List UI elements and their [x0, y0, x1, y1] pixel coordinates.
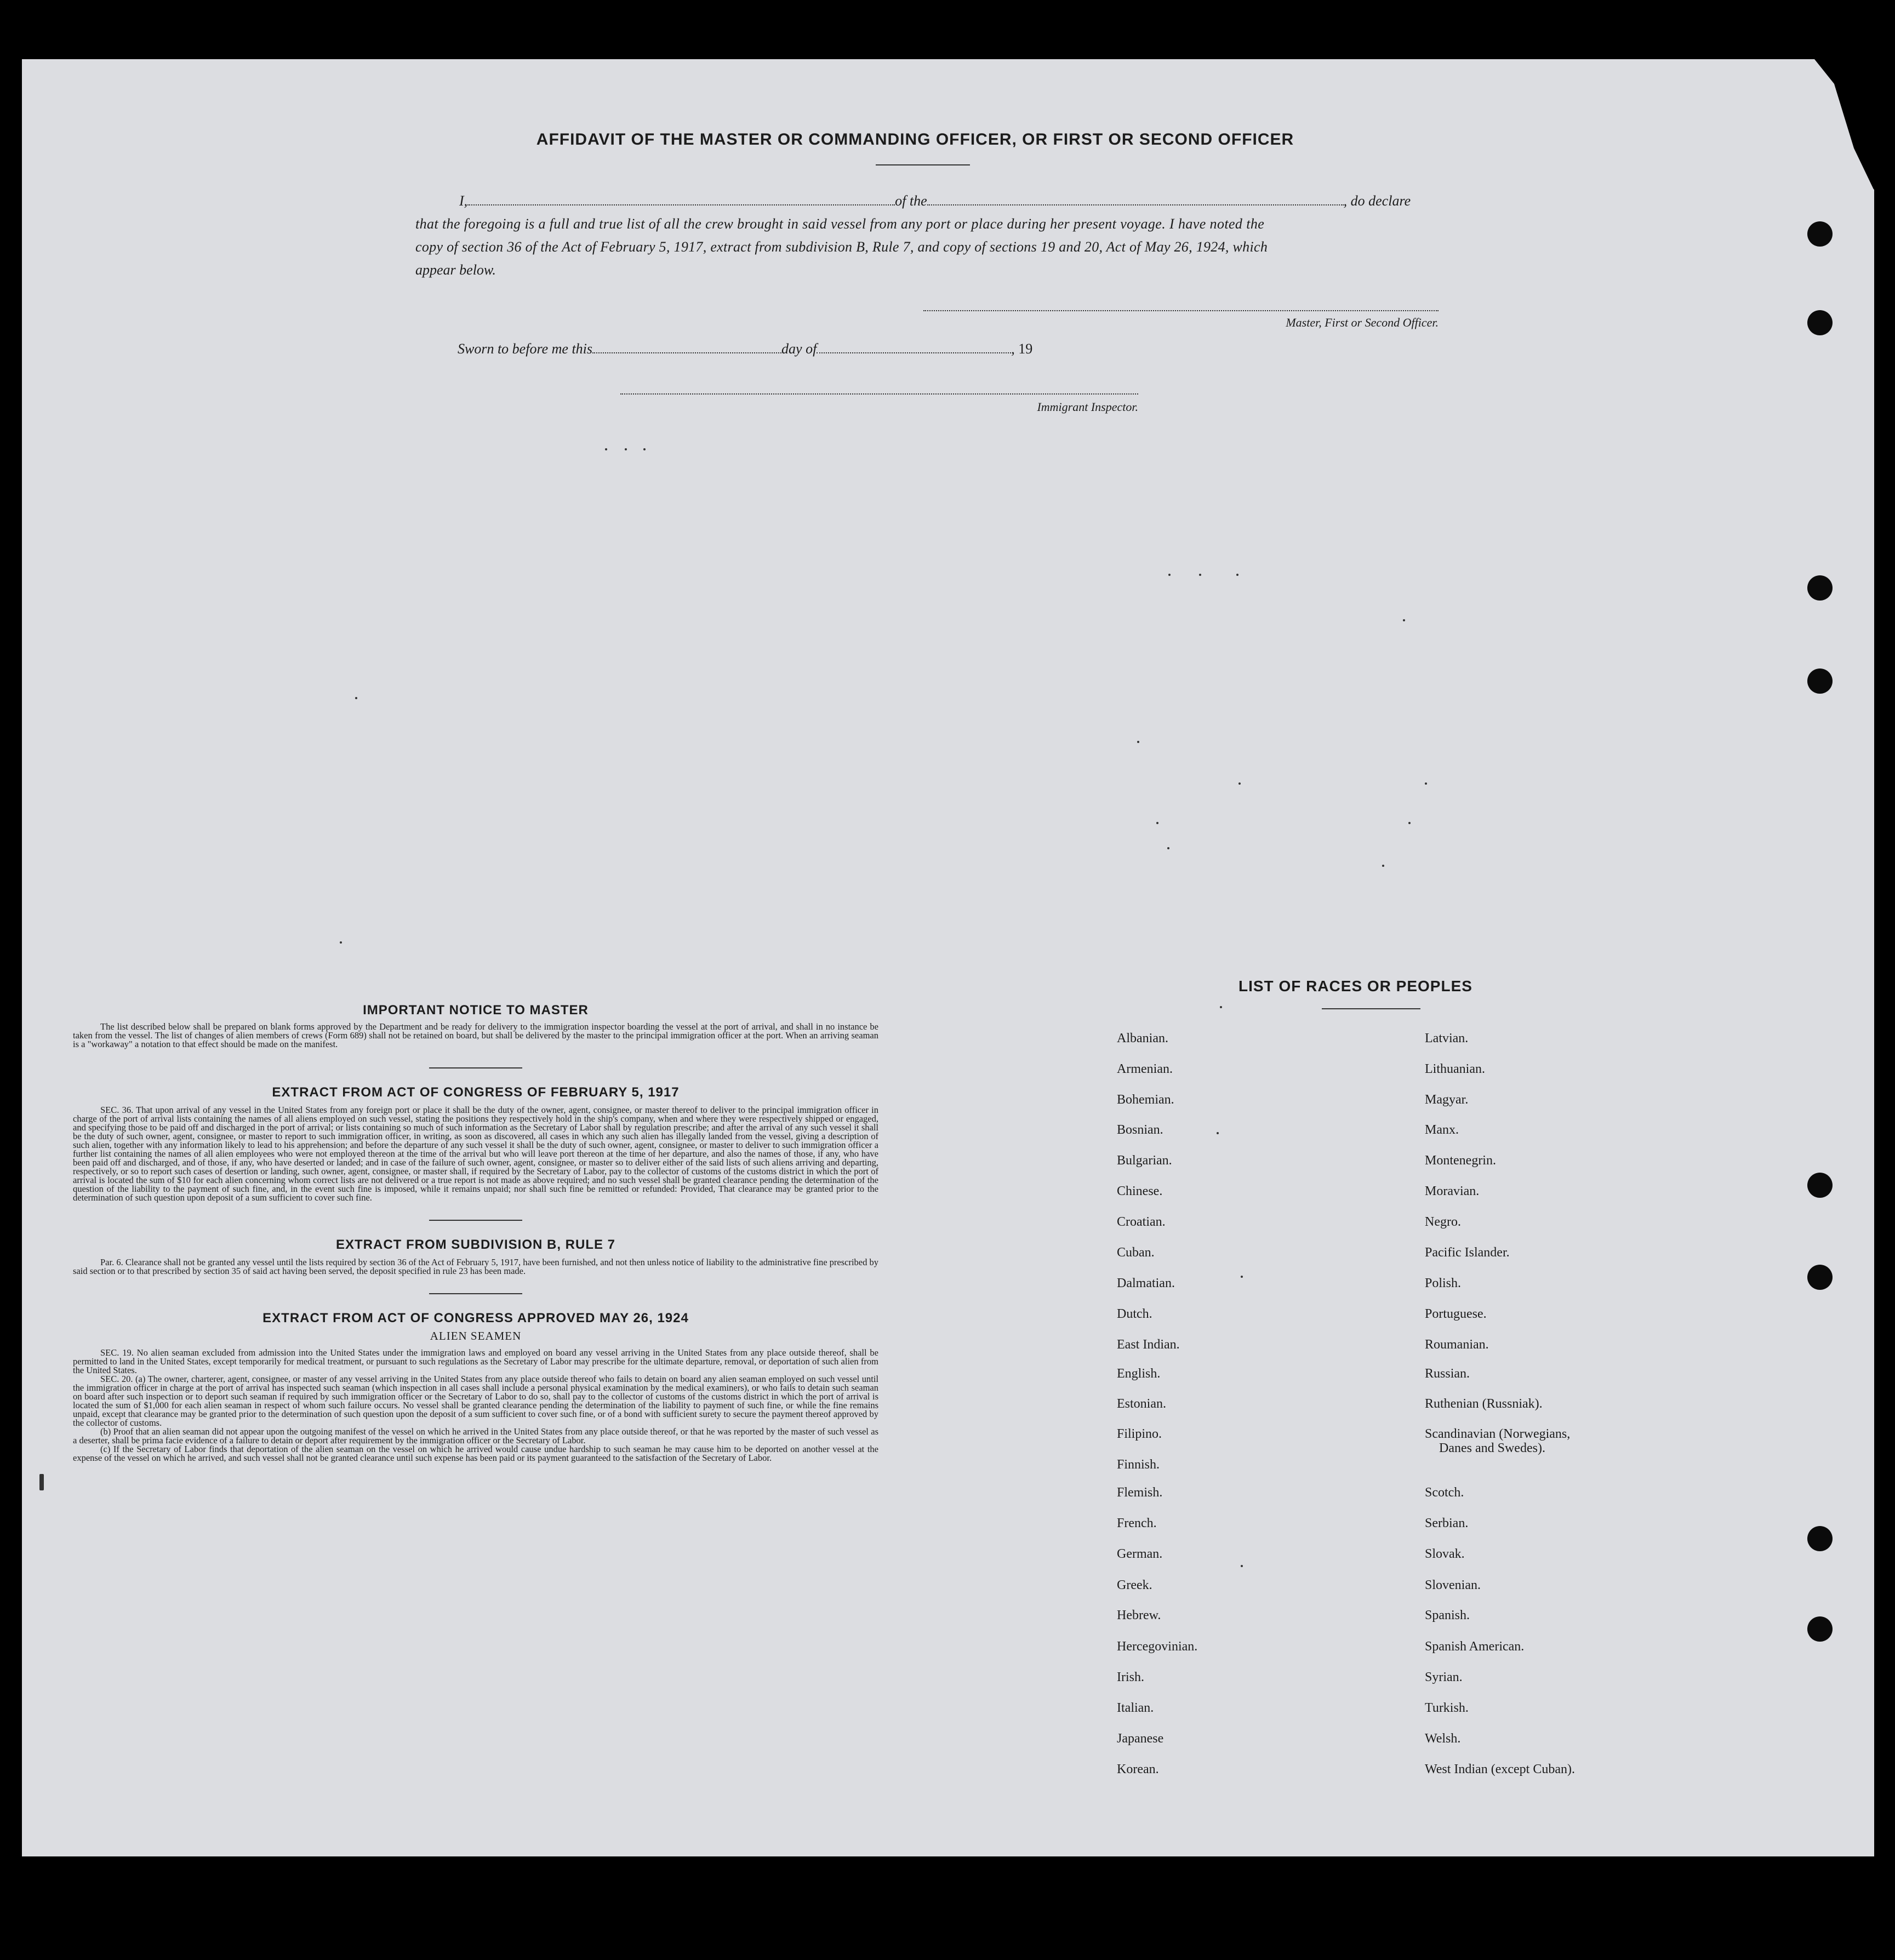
race-item: Scandinavian (Norwegians, [1425, 1427, 1571, 1441]
race-item: East Indian. [1117, 1338, 1180, 1352]
extract-1917-text: SEC. 36. That upon arrival of any vessel in the United States from any foreign port or place it shall be the duty of the owner, agent, consignee, or master thereof to deliver to the principal immigration officer in charge of the port of arrival lists containing the names of all aliens employed on such vessel, stating the positions they respectively hold in the ship's company, when and where they were respectively shipped or engaged, and specifying those to be paid off and discharged in the port of arrival; or lists containing so much of such information as the Secretary of Labor shall by regulation prescribe; and after the arrival of any such vessel it shall be the duty of such owner, agent, consignee, or master to report to such immigration officer, in writing, as soon as discovered, all cases in which any such alien has illegally landed from the vessel, giving a description of such alien, together with any information likely to lead to his apprehension; and before the departure of any such vessel it shall be the duty of such owner, agent, consignee, or master to deliver to such immigration officer a further list containing the names of all alien employees who were not employed thereon at the time of the arrival but who will leave port thereon at the time of her departure, and also the names of those, if any, who have been paid off and discharged, and of those, if any, who have deserted or landed; and in case of the failure of such owner, agent, consignee, or master so to deliver either of the said lists of such aliens arriving and departing, respectively, or so to report such cases of desertion or landing, such owner, agent, consignee, or master shall, if required by the Secretary of Labor, pay to the collector of customs of the customs district in which the port of arrival is located the sum of $10 for each alien concerning whom correct lists are not delivered or a true report is not made as above required; and no such vessel shall be granted clearance pending the determination of the question of the liability to the payment of such fine, and, in the event such fine is imposed, while it remains unpaid; nor shall such fine be remitted or refunded: Provided, That clearance may be granted prior to the determination of such question upon deposit of a sum sufficient to cover such fine. [73, 1105, 878, 1203]
affidavit-title: AFFIDAVIT OF THE MASTER OR COMMANDING OFFICER, OR FIRST OR SECOND OFFICER [536, 130, 1294, 148]
declaration-line [415, 190, 1440, 213]
punch-hole [1807, 1173, 1833, 1198]
race-item: Syrian. [1425, 1670, 1463, 1684]
race-item: Filipino. [1117, 1427, 1162, 1441]
race-item: Serbian. [1425, 1516, 1469, 1530]
scan-speck [1382, 865, 1384, 867]
scan-speck [1167, 847, 1169, 849]
races-title-underline [1322, 1008, 1420, 1009]
i-label: I, [459, 193, 468, 209]
race-item: Danes and Swedes). [1439, 1441, 1545, 1455]
race-item: Bulgarian. [1117, 1153, 1172, 1168]
punch-hole [1807, 1616, 1833, 1642]
race-item: West Indian (except Cuban). [1425, 1762, 1575, 1776]
scan-speck [340, 941, 342, 944]
sec20b-text: (b) Proof that an alien seaman did not appear upon the outgoing manifest of the vessel on which he arrived in the United States from any place outside thereof, or that he was reported by the master of such vessel as a deserter, shall be prima facie evidence of a failure to detain or deport after requirement by the immigration officer or the Secretary of Labor. [73, 1426, 878, 1445]
race-item: Korean. [1117, 1762, 1159, 1776]
scan-speck [1220, 1006, 1222, 1008]
sec20c-text: (c) If the Secretary of Labor finds that deportation of the alien seaman on the vessel on which he arrived would cause undue hardship to such seaman he may cause him to be deported on another vessel at the expense of the vessel on which he arrived, and such vessel shall not be granted clearance until such expense has been paid or its payment guaranteed to the satisfaction of the Secretary of Labor. [73, 1444, 878, 1463]
race-item: Ruthenian (Russniak). [1425, 1397, 1543, 1411]
race-item: Pacific Islander. [1425, 1245, 1510, 1260]
race-item: Negro. [1425, 1215, 1461, 1229]
scan-speck [1199, 574, 1201, 576]
year-label: , 19 [1011, 341, 1033, 357]
race-item: Moravian. [1425, 1184, 1480, 1198]
declaration-text-3: copy of section 36 of the Act of February 5, 1917, extract from subdivision B, Rule 7, and copy of sections 19 and 20, Act of May 26, 1924, which [415, 239, 1268, 255]
vessel-name-field[interactable] [927, 193, 1344, 205]
scan-speck [1408, 822, 1411, 824]
race-item: Polish. [1425, 1276, 1462, 1290]
declaration-text-4: appear below. [415, 262, 496, 278]
do-declare-label: , do declare [1343, 193, 1411, 209]
scan-speck [643, 448, 646, 450]
divider [429, 1293, 522, 1294]
scan-speck [1236, 574, 1238, 576]
scan-speck [625, 448, 627, 450]
race-item: Slovenian. [1425, 1578, 1481, 1592]
sec20a-text: SEC. 20. (a) The owner, charterer, agent, consignee, or master of any vessel arriving in the United States from any place outside thereof who fails to detain on board any alien seaman employed on such vessel until the immigration officer in charge at the port of arrival has inspected such seaman (which inspection in all cases shall include a personal physical examination by the medical examiners), or who fails to detain such seaman on board after such inspection or to deport such seaman if required by such immigration officer or the Secretary of Labor to do so, shall pay to the collector of customs of the customs district in which the port of arrival is located the sum of $1,000 for each alien seaman in respect of whom such failure occurs. No vessel shall be granted clearance pending the determination of the liability to payment of such fine, or while the fine remains unpaid, except that clearance may be granted prior to the determination of such question upon the deposit of a sum sufficient to cover such fine, or of a bond with sufficient surety to secure the payment thereof approved by the collector of customs. [73, 1374, 878, 1428]
punch-hole [1807, 575, 1833, 601]
divider [429, 1220, 522, 1221]
extract-1917-title: EXTRACT FROM ACT OF CONGRESS OF FEBRUARY 5, 1917 [272, 1085, 680, 1100]
race-item: Armenian. [1117, 1062, 1173, 1076]
affidavit-body [415, 190, 1440, 282]
sworn-day-field[interactable] [592, 341, 781, 353]
race-item: Japanese [1117, 1732, 1164, 1746]
declaration-text-2: that the foregoing is a full and true list of all the crew brought in said vessel from any port or place during her present voyage. I have noted the [415, 216, 1265, 232]
divider [429, 1067, 522, 1068]
scan-speck [1168, 574, 1171, 576]
scan-speck [605, 448, 607, 450]
scan-speck [1403, 619, 1405, 621]
scan-speck [1241, 1276, 1243, 1278]
regulations-column [73, 1003, 878, 1462]
inspector-label: Immigrant Inspector. [1037, 400, 1138, 414]
scan-speck [1425, 782, 1427, 785]
punch-hole [1807, 668, 1833, 694]
race-item: Albanian. [1117, 1031, 1168, 1045]
races-title: LIST OF RACES OR PEOPLES [1238, 978, 1472, 995]
of-the-label: of the [895, 193, 927, 209]
race-item: Estonian. [1117, 1397, 1166, 1411]
scan-speck [355, 697, 357, 699]
sworn-month-field[interactable] [817, 341, 1011, 353]
race-item: Lithuanian. [1425, 1062, 1485, 1076]
race-item: Roumanian. [1425, 1338, 1489, 1352]
sec19-text: SEC. 19. No alien seaman excluded from admission into the United States under the immigration laws and employed on board any vessel arriving in the United States from any place outside thereof, shall be permitted to land in the United States, except temporarily for medical treatment, or pursuant to such regulations as the Secretary of Labor may prescribe for the ultimate departure, removal, or deportation of such alien from the United States. [73, 1347, 878, 1375]
race-item: Hercegovinian. [1117, 1639, 1198, 1654]
scan-speck [1238, 782, 1241, 785]
race-item: Spanish American. [1425, 1639, 1525, 1654]
race-item: Turkish. [1425, 1701, 1469, 1715]
extract-1924-title: EXTRACT FROM ACT OF CONGRESS APPROVED MAY 26, 1924 [262, 1311, 689, 1325]
sworn-label: Sworn to before me this [458, 341, 593, 357]
inspector-signature-line[interactable] [620, 393, 1138, 395]
punch-hole [1807, 310, 1833, 335]
scan-speck [1241, 1565, 1243, 1567]
race-item: Montenegrin. [1425, 1153, 1496, 1168]
extract-rule7-title: EXTRACT FROM SUBDIVISION B, RULE 7 [335, 1237, 616, 1252]
officer-name-field[interactable] [467, 193, 895, 205]
race-item: Flemish. [1117, 1485, 1163, 1500]
race-item: Italian. [1117, 1701, 1154, 1715]
race-item: Bosnian. [1117, 1123, 1163, 1137]
race-item: Irish. [1117, 1670, 1144, 1684]
race-item: French. [1117, 1516, 1157, 1530]
race-item: Dutch. [1117, 1307, 1152, 1321]
scan-speck [1217, 1132, 1219, 1134]
race-item: Magyar. [1425, 1093, 1469, 1107]
punch-hole [1807, 1526, 1833, 1551]
race-item: Cuban. [1117, 1245, 1155, 1260]
title-underline [876, 164, 970, 165]
race-item: Portuguese. [1425, 1307, 1487, 1321]
master-signature-label: Master, First or Second Officer. [1286, 316, 1439, 329]
sworn-line [458, 338, 1170, 361]
extract-rule7-text: Par. 6. Clearance shall not be granted any vessel until the lists required by section 36 of the Act of February 5, 1917, have been furnished, and not then unless notice of liability to the administrative fine prescribed by said section or to that prescribed by section 35 of said act having been served, the deposit specified in rule 23 has been made. [73, 1257, 879, 1276]
notice-text: The list described below shall be prepared on blank forms approved by the Department and be ready for delivery to the immigration inspector boarding the vessel at the port of arrival, and shall in no instance be taken from the vessel. The list of changes of alien members of crews (Form 689) shall not be retained on board, but shall be delivered by the master to the principal immigration officer at the port. When an arriving seaman is a "workaway" a notation to that effect should be made on the manifest. [73, 1021, 878, 1049]
race-item: Slovak. [1425, 1547, 1465, 1561]
race-item: Latvian. [1425, 1031, 1469, 1045]
race-item: Russian. [1425, 1367, 1470, 1381]
alien-seamen-subtitle: ALIEN SEAMEN [430, 1329, 522, 1342]
punch-hole [1807, 1265, 1833, 1290]
race-item: Finnish. [1117, 1458, 1160, 1472]
race-item: Welsh. [1425, 1732, 1461, 1746]
race-item: Dalmatian. [1117, 1276, 1175, 1290]
punch-hole [1807, 221, 1833, 247]
race-item: English. [1117, 1367, 1161, 1381]
race-item: Hebrew. [1117, 1608, 1161, 1622]
race-item: Scotch. [1425, 1485, 1464, 1500]
race-item: Spanish. [1425, 1608, 1470, 1622]
day-of-label: day of [781, 341, 817, 357]
race-item: Manx. [1425, 1123, 1459, 1137]
scan-speck [1137, 741, 1139, 743]
race-item: Greek. [1117, 1578, 1152, 1592]
notice-title: IMPORTANT NOTICE TO MASTER [363, 1003, 589, 1018]
scan-speck [39, 1474, 44, 1490]
race-item: Bohemian. [1117, 1093, 1174, 1107]
race-item: Croatian. [1117, 1215, 1166, 1229]
race-item: Chinese. [1117, 1184, 1163, 1198]
scan-speck [1156, 822, 1158, 824]
race-item: German. [1117, 1547, 1163, 1561]
